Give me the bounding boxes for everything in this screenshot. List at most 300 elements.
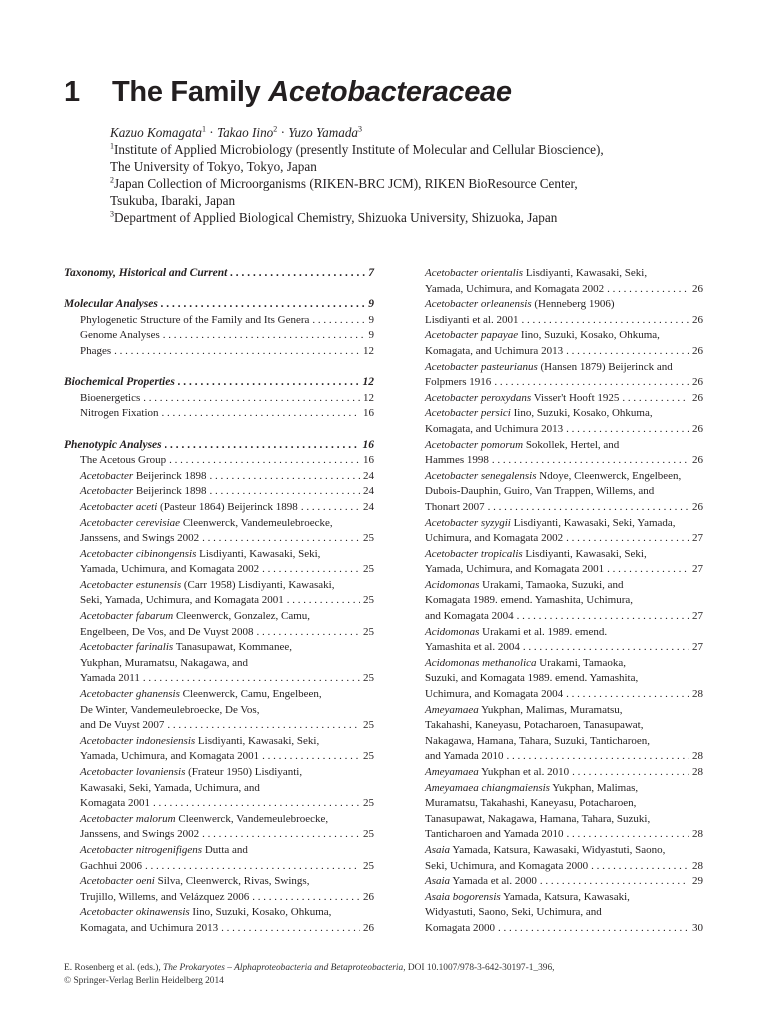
page-number: 27	[692, 641, 703, 654]
toc-entry[interactable]	[64, 921, 374, 937]
toc-entry-text: Seki, Yamada, Uchimura, and Komagata 2001	[80, 594, 284, 607]
toc-entry[interactable]	[64, 328, 374, 344]
toc-entry-text: Acetobacter pomorum Sokollek, Hertel, and	[425, 438, 620, 451]
dot-leader	[566, 422, 689, 438]
toc-entry-text: Acetobacter persici Iino, Suzuki, Kosako, Ohkuma,	[425, 407, 653, 420]
page-number: 26	[692, 282, 703, 295]
toc-section[interactable]	[64, 266, 374, 282]
toc-entry-line	[409, 469, 703, 485]
toc-entry-text: Acetobacter malorum Cleenwerck, Vandemeulebroecke,	[80, 812, 329, 825]
page-number: 27	[692, 610, 703, 623]
page-number: 28	[692, 859, 703, 872]
toc-entry-text: Muramatsu, Takahashi, Kaneyasu, Potacharoen,	[425, 797, 637, 810]
page-number: 28	[692, 766, 703, 778]
toc-entry-line	[64, 516, 374, 532]
dot-leader	[163, 328, 366, 344]
toc-entry-text: Uchimura, and Komagata 2004	[425, 688, 564, 701]
toc-entry-text: Acetobacter cerevisiae Cleenwerck, Vandemeulebroecke,	[80, 516, 333, 529]
author-name: Kazuo Komagata	[110, 125, 202, 140]
toc-entry-text: Acetobacter ghanensis Cleenwerck, Camu, Engelbeen,	[80, 688, 322, 701]
dot-leader	[221, 921, 360, 937]
toc-entry-line	[409, 406, 703, 422]
toc-entry[interactable]	[409, 609, 703, 625]
toc-entry-text: Uchimura, and Komagata 2002	[425, 532, 564, 545]
dot-leader	[507, 749, 689, 765]
toc-entry-text: Phages	[80, 344, 112, 357]
toc-entry-text: Acetobacter estunensis (Carr 1958) Lisdiyanti, Kawasaki,	[80, 578, 335, 591]
toc-entry-line	[64, 640, 374, 656]
dot-leader	[143, 671, 360, 687]
taxon-name: Acetobacter fabarum	[80, 610, 174, 623]
toc-entry[interactable]	[64, 593, 374, 609]
toc-entry[interactable]	[409, 422, 703, 438]
page-number: 27	[692, 563, 703, 576]
page-number: 25	[363, 750, 374, 763]
toc-entry-text: Biochemical Properties	[64, 376, 175, 389]
page-number: 27	[692, 532, 703, 545]
toc-entry-text: Molecular Analyses	[64, 298, 158, 311]
toc-entry-line	[409, 812, 703, 828]
dot-leader	[262, 749, 360, 765]
toc-entry-text: Komagata, and Uchimura 2013	[425, 422, 564, 435]
toc-entry-line	[409, 328, 703, 344]
dot-leader	[566, 344, 689, 360]
taxon-name: Acetobacter ghanensis	[80, 688, 180, 701]
dot-leader	[202, 827, 360, 843]
taxon-name: Ameyamaea	[425, 766, 479, 778]
dot-leader	[143, 391, 360, 407]
dot-leader	[312, 313, 365, 329]
dot-leader	[567, 827, 689, 843]
page-number: 26	[692, 391, 703, 404]
toc-entry-line	[409, 625, 703, 641]
page-number: 29	[692, 875, 703, 888]
toc-entry-line	[409, 516, 703, 532]
taxon-name: Acetobacter oeni	[80, 875, 155, 888]
toc-entry-text: Acetobacter fabarum Cleenwerck, Gonzalez, Camu,	[80, 610, 311, 623]
toc-entry-text: Tanasupawat, Nakagawa, Hamana, Tahara, Suzuki,	[425, 812, 651, 825]
footer-citation	[64, 962, 554, 987]
toc-entry-text: Yamashita et al. 2004	[425, 641, 520, 654]
taxon-name: Ameyamaea chiangmaiensis	[425, 781, 550, 794]
toc-entry-text: Asaia Yamada, Katsura, Kawasaki, Widyastuti, Saono,	[425, 843, 666, 856]
dot-leader	[161, 297, 365, 313]
toc-entry[interactable]	[409, 375, 703, 391]
toc-entry-line	[409, 905, 703, 921]
toc-entry-line	[64, 578, 374, 594]
toc-entry-text: Acetobacter syzygii Lisdiyanti, Kawasaki, Seki, Yamada,	[425, 516, 676, 529]
toc-entry[interactable]	[409, 282, 703, 298]
toc-entry-line	[409, 578, 703, 594]
toc-entry[interactable]	[64, 671, 374, 687]
toc-entry-text: Widyastuti, Saono, Seki, Uchimura, and	[425, 906, 602, 919]
affiliation: $^1$Institute of Applied Microbiology (presently Institute of Molecular and Cellular Bioscience),	[110, 141, 604, 157]
dot-leader	[572, 765, 689, 781]
chapter-number: 1	[64, 76, 80, 108]
toc-entry-text: Yukphan, Muramatsu, Nakagawa, and	[80, 656, 249, 669]
dot-leader	[145, 859, 360, 875]
page-number: 30	[692, 921, 703, 934]
toc-entry[interactable]	[64, 827, 374, 843]
toc-entry-text: Phenotypic Analyses	[64, 438, 162, 451]
page-number: 26	[363, 921, 374, 934]
dot-leader	[167, 718, 360, 734]
dot-leader	[523, 640, 689, 656]
toc-entry-text: Yamada, Uchimura, and Komagata 2002	[80, 563, 260, 576]
toc-entry-text: Acetobacter senegalensis Ndoye, Cleenwerck, Engelbeen,	[425, 469, 682, 482]
dot-leader	[488, 500, 689, 516]
toc-entry[interactable]	[409, 500, 703, 516]
toc-entry-text: Yamada, Uchimura, and Komagata 2002	[425, 282, 605, 295]
dot-leader	[165, 438, 360, 454]
dot-leader	[114, 344, 360, 360]
toc-entry-text: Acetobacter Beijerinck 1898	[80, 485, 207, 498]
taxon-name: Acetobacter orleanensis	[425, 298, 532, 311]
toc-entry-text: Acetobacter peroxydans Visser't Hooft 1925	[425, 391, 620, 404]
toc-entry-text: and Komagata 2004	[425, 610, 514, 623]
toc-entry-text: Tanticharoen and Yamada 2010	[425, 828, 564, 841]
toc-entry[interactable]	[409, 313, 703, 329]
toc-entry-text: Komagata 2000	[425, 921, 495, 934]
taxon-name: Acidomonas methanolica	[425, 656, 537, 669]
taxon-name: Acidomonas	[425, 625, 480, 638]
toc-entry-text: Acetobacter Beijerinck 1898	[80, 469, 207, 482]
page-number: 28	[692, 828, 703, 841]
toc-entry[interactable]	[64, 391, 374, 407]
toc-entry-line	[409, 671, 703, 687]
page-number: 25	[363, 594, 374, 607]
toc-entry-text: Gachhui 2006	[80, 859, 143, 872]
taxon-name: Asaia	[425, 843, 451, 856]
toc-entry-text: Takahashi, Kaneyasu, Potacharoen, Tanasupawat,	[425, 719, 644, 732]
toc-entry-line	[409, 266, 703, 282]
toc-entry-line	[409, 438, 703, 454]
page-number: 28	[692, 750, 703, 763]
toc-entry[interactable]	[64, 453, 374, 469]
page-number: 24	[363, 500, 374, 513]
toc-entry-line	[64, 703, 374, 719]
page-number: 9	[368, 298, 374, 311]
toc-entry-text: Kawasaki, Seki, Yamada, Uchimura, and	[80, 781, 260, 794]
page-number: 24	[363, 485, 374, 498]
toc-entry-text: Acidomonas Urakami et al. 1989. emend.	[425, 625, 608, 638]
page-number: 28	[692, 688, 703, 701]
page-number: 12	[363, 391, 374, 404]
taxon-name: Acetobacter aceti	[80, 500, 158, 513]
toc-entry-text: Acetobacter aceti (Pasteur 1864) Beijerinck 1898	[80, 500, 298, 513]
toc-entry-line	[409, 547, 703, 563]
toc-entry-text: Acetobacter indonesiensis Lisdiyanti, Kawasaki, Seki,	[80, 734, 320, 747]
toc-entry[interactable]	[64, 859, 374, 875]
toc-entry-line	[409, 360, 703, 376]
toc-entry-line	[409, 796, 703, 812]
taxon-name: Acetobacter nitrogenifigens	[80, 843, 203, 856]
toc-entry[interactable]	[409, 391, 703, 407]
taxon-name: Acetobacter estunensis	[80, 578, 182, 591]
page-number: 24	[363, 469, 374, 482]
toc-entry[interactable]	[409, 827, 703, 843]
toc-entry-text: Acetobacter nitrogenifigens Dutta and	[80, 843, 248, 856]
dot-leader	[162, 406, 360, 422]
taxon-name: Acetobacter	[80, 469, 134, 482]
chapter-title: The Family Acetobacteraceae	[112, 76, 512, 108]
page-number: 16	[363, 454, 374, 467]
dot-leader	[252, 890, 360, 906]
dot-leader	[209, 484, 360, 500]
taxon-name: Acetobacter orientalis	[425, 267, 524, 279]
page-number: 25	[363, 563, 374, 576]
toc-entry-text: Dubois-Dauphin, Guiro, Van Trappen, Willems, and	[425, 485, 655, 498]
taxon-name: Acetobacter cibinongensis	[80, 547, 197, 560]
toc-entry-text: and De Vuyst 2007	[80, 719, 165, 732]
toc-entry-text: Komagata 1989. emend. Yamashita, Uchimura,	[425, 594, 634, 607]
dot-leader	[494, 375, 689, 391]
toc-entry[interactable]	[409, 749, 703, 765]
toc-entry-text: Acetobacter okinawensis Iino, Suzuki, Kosako, Ohkuma,	[80, 906, 332, 919]
dot-leader	[178, 375, 360, 391]
toc-entry-text: Yamada 2011	[80, 672, 140, 685]
toc-entry[interactable]	[64, 313, 374, 329]
toc-entry-text: Janssens, and Swings 2002	[80, 532, 200, 545]
taxon-name: Acetobacter peroxydans	[425, 391, 532, 404]
taxon-name: Acetobacter farinalis	[80, 641, 174, 654]
dot-leader	[517, 609, 689, 625]
dot-leader	[301, 500, 360, 516]
page-number: 26	[363, 890, 374, 903]
toc-entry-text: Komagata, and Uchimura 2013	[425, 344, 564, 357]
taxon-name: Acetobacter lovaniensis	[80, 766, 186, 778]
toc-entry-text: Suzuki, and Komagata 1989. emend. Yamashita,	[425, 672, 639, 685]
toc-entry-text: Acetobacter tropicalis Lisdiyanti, Kawasaki, Seki,	[425, 547, 647, 560]
toc-entry-text: Genome Analyses	[80, 329, 160, 342]
toc-entry-text: Acidomonas methanolica Urakami, Tamaoka,	[425, 656, 626, 669]
taxon-name: Acetobacter	[80, 485, 134, 498]
taxon-name: Acetobacter malorum	[80, 812, 176, 825]
dot-leader	[153, 796, 360, 812]
toc-entry-text: Acetobacter papayae Iino, Suzuki, Kosako, Ohkuma,	[425, 329, 660, 342]
toc-entry-text: Yamada, Uchimura, and Komagata 2001	[425, 563, 605, 576]
taxon-name: Acetobacter persici	[425, 407, 511, 420]
toc-entry-line	[409, 484, 703, 500]
toc-entry[interactable]	[409, 921, 703, 937]
page-number: 25	[363, 532, 374, 545]
toc-entry[interactable]	[64, 796, 374, 812]
toc-entry[interactable]	[409, 562, 703, 578]
toc-entry[interactable]	[64, 625, 374, 641]
toc-entry-line	[64, 687, 374, 703]
affiliation-continued: The University of Tokyo, Tokyo, Japan	[110, 159, 317, 174]
taxon-name: Acetobacter indonesiensis	[80, 734, 196, 747]
toc-entry-text: Nitrogen Fixation	[80, 407, 159, 420]
chapter-heading	[64, 76, 512, 109]
page-number: 12	[363, 344, 374, 357]
toc-entry-line	[409, 718, 703, 734]
taxon-name: Asaia bogorensis	[425, 890, 501, 903]
toc-entry[interactable]	[409, 453, 703, 469]
taxon-name: Ameyamaea	[425, 703, 479, 716]
toc-entry-line	[409, 781, 703, 797]
page-number: 12	[362, 376, 374, 389]
page-number: 26	[692, 376, 703, 389]
toc-entry[interactable]	[64, 749, 374, 765]
toc-entry-line	[64, 547, 374, 563]
toc-entry[interactable]	[64, 500, 374, 516]
toc-entry-line	[64, 874, 374, 890]
toc-entry-line	[409, 297, 703, 313]
toc-entry-text: Acetobacter orleanensis (Henneberg 1906)	[425, 298, 615, 311]
toc-entry[interactable]	[64, 406, 374, 422]
toc-entry[interactable]	[409, 859, 703, 875]
toc-entry-text: Acetobacter cibinongensis Lisdiyanti, Kawasaki, Seki,	[80, 547, 321, 560]
toc-entry-line	[64, 656, 374, 672]
toc-entry-text: Bioenergetics	[80, 391, 141, 404]
toc-entry-text: Thonart 2007	[425, 500, 485, 513]
author-names: Kazuo Komagata$^1$ · Takao Iino$^2$ · Yuzo Yamada$^3$	[110, 124, 363, 140]
toc-entry[interactable]	[409, 765, 703, 781]
page-number: 16	[362, 438, 374, 451]
toc-spacer	[64, 422, 374, 438]
toc-entry[interactable]	[64, 344, 374, 360]
dot-leader	[566, 531, 689, 547]
toc-entry-text: Ameyamaea Yukphan, Malimas, Muramatsu,	[425, 703, 623, 716]
taxon-name: Acetobacter tropicalis	[425, 547, 523, 560]
author-block	[110, 124, 604, 226]
taxon-name: Acetobacter okinawensis	[80, 906, 190, 919]
affiliation-continued: Tsukuba, Ibaraki, Japan	[110, 193, 236, 208]
page-number: 26	[692, 500, 703, 513]
toc-entry-text: Ameyamaea Yukphan et al. 2010	[425, 766, 570, 778]
taxon-name: Acidomonas	[425, 578, 480, 591]
taxon-name: Acetobacter cerevisiae	[80, 516, 181, 529]
dot-leader	[492, 453, 689, 469]
page-number: 26	[692, 344, 703, 357]
toc-entry-line	[64, 843, 374, 859]
toc-entry-text: Seki, Uchimura, and Komagata 2000	[425, 859, 589, 872]
toc-column-right	[409, 266, 703, 937]
taxon-name: Acetobacter senegalensis	[425, 469, 537, 482]
toc-entry-text: Folpmers 1916	[425, 376, 492, 389]
toc-section[interactable]	[64, 297, 374, 313]
toc-entry[interactable]	[64, 531, 374, 547]
toc-entry-line	[64, 765, 374, 781]
taxon-name: Acetobacter pasteurianus	[425, 360, 538, 373]
toc-entry-text: Ameyamaea chiangmaiensis Yukphan, Malimas,	[425, 781, 639, 794]
toc-spacer	[64, 282, 374, 298]
toc-entry-text: Taxonomy, Historical and Current	[64, 267, 228, 279]
dot-leader	[230, 266, 365, 282]
page-number: 9	[368, 329, 374, 342]
dot-leader	[591, 859, 689, 875]
toc-entry-text: Acidomonas Urakami, Tamaoka, Suzuki, and	[425, 578, 624, 591]
dot-leader	[540, 874, 689, 890]
dot-leader	[607, 562, 689, 578]
page-number: 25	[363, 719, 374, 732]
toc-entry-line	[409, 734, 703, 750]
page-number: 26	[692, 454, 703, 467]
dot-leader	[521, 313, 689, 329]
dot-leader	[209, 469, 360, 485]
toc-section[interactable]	[64, 375, 374, 391]
page-number: 16	[363, 407, 374, 420]
toc-entry[interactable]	[64, 469, 374, 485]
dot-leader	[262, 562, 360, 578]
taxon-name: Acetobacter papayae	[425, 329, 519, 342]
toc-entry-text: Komagata, and Uchimura 2013	[80, 921, 219, 934]
dot-leader	[607, 282, 689, 298]
dot-leader	[202, 531, 360, 547]
page-number: 25	[363, 672, 374, 685]
dot-leader	[257, 625, 361, 641]
page-number: 26	[692, 422, 703, 435]
page-number: 9	[368, 313, 374, 326]
footer-line: E. Rosenberg et al. (eds.), The Prokaryotes – Alphaproteobacteria and Betaproteobacteria, DOI 10.1007/978-3-642-30197-1_396,	[64, 963, 555, 973]
toc-entry[interactable]	[409, 640, 703, 656]
toc-entry-line	[409, 843, 703, 859]
page-number: 25	[363, 859, 374, 872]
toc-entry[interactable]	[409, 687, 703, 703]
toc-spacer	[64, 360, 374, 376]
toc-entry[interactable]	[64, 562, 374, 578]
toc-entry-text: Phylogenetic Structure of the Family and Its Genera	[80, 313, 310, 326]
toc-entry-line	[409, 593, 703, 609]
toc-entry-text: Engelbeen, De Vos, and De Vuyst 2008	[80, 625, 254, 638]
toc-entry-line	[409, 703, 703, 719]
taxon-name: Acetobacter pomorum	[425, 438, 524, 451]
toc-entry-line	[64, 734, 374, 750]
toc-entry-text: Asaia Yamada et al. 2000	[425, 875, 537, 888]
toc-entry-line	[64, 905, 374, 921]
toc-entry-line	[409, 890, 703, 906]
toc-entry-text: Komagata 2001	[80, 797, 150, 810]
toc-entry[interactable]	[409, 531, 703, 547]
toc-entry-text: Janssens, and Swings 2002	[80, 828, 200, 841]
toc-entry-text: Hammes 1998	[425, 454, 489, 467]
page-number: 25	[363, 625, 374, 638]
toc-entry-text: Acetobacter oeni Silva, Cleenwerck, Rivas, Swings,	[80, 875, 310, 888]
toc-entry-text: The Acetous Group	[80, 454, 167, 467]
toc-entry[interactable]	[409, 344, 703, 360]
dot-leader	[169, 453, 360, 469]
dot-leader	[622, 391, 689, 407]
toc-entry[interactable]	[64, 718, 374, 734]
page-number: 25	[363, 828, 374, 841]
toc-entry[interactable]	[64, 890, 374, 906]
toc-entry-text: Lisdiyanti et al. 2001	[425, 313, 519, 326]
taxon-name: Asaia	[425, 875, 451, 888]
toc-entry-text: Acetobacter farinalis Tanasupawat, Kommanee,	[80, 641, 292, 654]
toc-entry-line	[64, 781, 374, 797]
toc-entry-text: Acetobacter orientalis Lisdiyanti, Kawasaki, Seki,	[425, 267, 648, 279]
affiliation: $^3$Department of Applied Biological Chemistry, Shizuoka University, Shizuoka, Japan	[110, 209, 558, 225]
dot-leader	[287, 593, 360, 609]
toc-entry-text: Acetobacter pasteurianus (Hansen 1879) Beijerinck and	[425, 360, 673, 373]
toc-entry[interactable]	[409, 874, 703, 890]
affiliation: $^2$Japan Collection of Microorganisms (RIKEN-BRC JCM), RIKEN BioResource Center,	[110, 175, 578, 191]
toc-entry-text: Acetobacter lovaniensis (Frateur 1950) Lisdiyanti,	[80, 766, 303, 778]
toc-entry-text: Nakagawa, Hamana, Tahara, Suzuki, Tanticharoen,	[425, 734, 650, 747]
dot-leader	[566, 687, 689, 703]
toc-entry-text: De Winter, Vandemeulebroecke, De Vos,	[80, 703, 260, 716]
toc-section[interactable]	[64, 438, 374, 454]
toc-entry[interactable]	[64, 484, 374, 500]
page-number: 26	[692, 313, 703, 326]
toc-entry-text: Yamada, Uchimura, and Komagata 2001	[80, 750, 260, 763]
dot-leader	[498, 921, 689, 937]
page-number: 7	[368, 267, 374, 279]
copyright-line: © Springer-Verlag Berlin Heidelberg 2014	[64, 975, 224, 986]
author-name: Yuzo Yamada	[288, 125, 359, 140]
toc-entry-text: Trujillo, Willems, and Velázquez 2006	[80, 890, 250, 903]
